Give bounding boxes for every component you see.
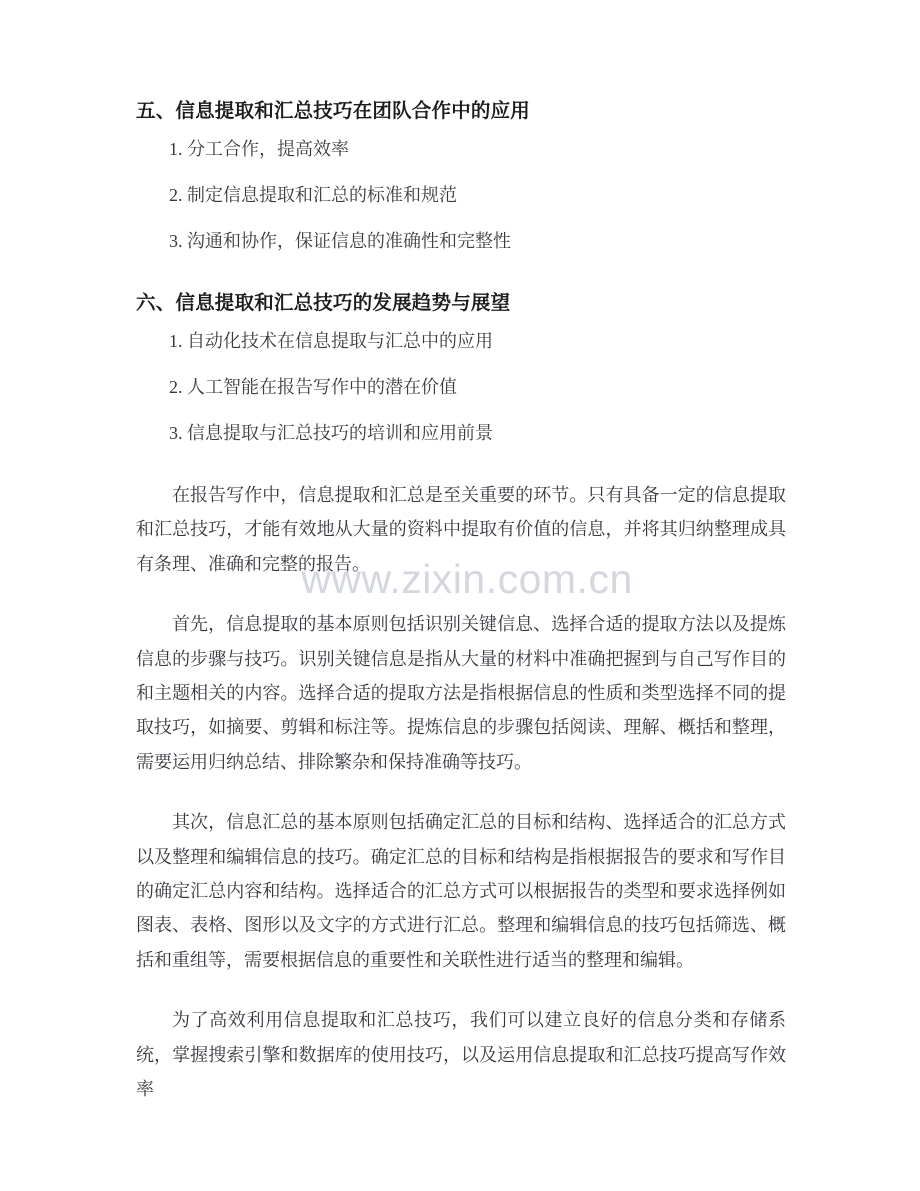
section-heading-5: 五、信息提取和汇总技巧在团队合作中的应用 (136, 100, 531, 122)
list-item: 2. 制定信息提取和汇总的标准和规范 (169, 185, 457, 205)
list-item: 3. 信息提取与汇总技巧的培训和应用前景 (169, 423, 493, 443)
body-paragraph: 在报告写作中，信息提取和汇总是至关重要的环节。只有具备一定的信息提取和汇总技巧，才能有效地从大量的资料中提取有价值的信息，并将其归纳整理成具有条理、准确和完整的报告。 (136, 485, 786, 574)
list-item: 1. 分工合作，提高效率 (169, 139, 349, 159)
section-6-list (136, 324, 786, 450)
section-heading-6: 六、信息提取和汇总技巧的发展趋势与展望 (136, 292, 511, 314)
list-item: 3. 沟通和协作，保证信息的准确性和完整性 (169, 231, 511, 251)
list-item: 2. 人工智能在报告写作中的潜在价值 (169, 377, 457, 397)
watermark-text: www.zixin.com.cn (301, 556, 633, 602)
list-item: 1. 自动化技术在信息提取与汇总中的应用 (169, 331, 493, 351)
body-paragraph: 为了高效利用信息提取和汇总技巧，我们可以建立良好的信息分类和存储系统，掌握搜索引擎和数据库的使用技巧，以及运用信息提取和汇总技巧提高写作效率 (136, 1010, 786, 1100)
spacer (136, 462, 786, 478)
document-content (136, 96, 786, 1107)
body-paragraph: 其次，信息汇总的基本原则包括确定汇总的目标和结构、选择适合的汇总方式以及整理和编辑信息的技巧。确定汇总的目标和结构是指根据报告的要求和写作目的确定汇总内容和结构。选择适合的汇总方式可以根据报告的类型和要求选择例如图表、表格、图形以及文字的方式进行汇总。整理和编辑信息的技巧包括筛选、概括和重组等，需要根据信息的重要性和关联性进行适当的整理和编辑。 (136, 812, 786, 970)
spacer (136, 270, 786, 288)
body-paragraph: 首先，信息提取的基本原则包括识别关键信息、选择合适的提取方法以及提炼信息的步骤与技巧。识别关键信息是指从大量的材料中准确把握到与自己写作目的和主题相关的内容。选择合适的提取方法是指根据信息的性质和类型选择不同的提取技巧，如摘要、剪辑和标注等。提炼信息的步骤包括阅读、理解、概括和整理，需要运用归纳总结、排除繁杂和保持准确等技巧。 (136, 614, 786, 772)
section-5-list (136, 132, 786, 258)
